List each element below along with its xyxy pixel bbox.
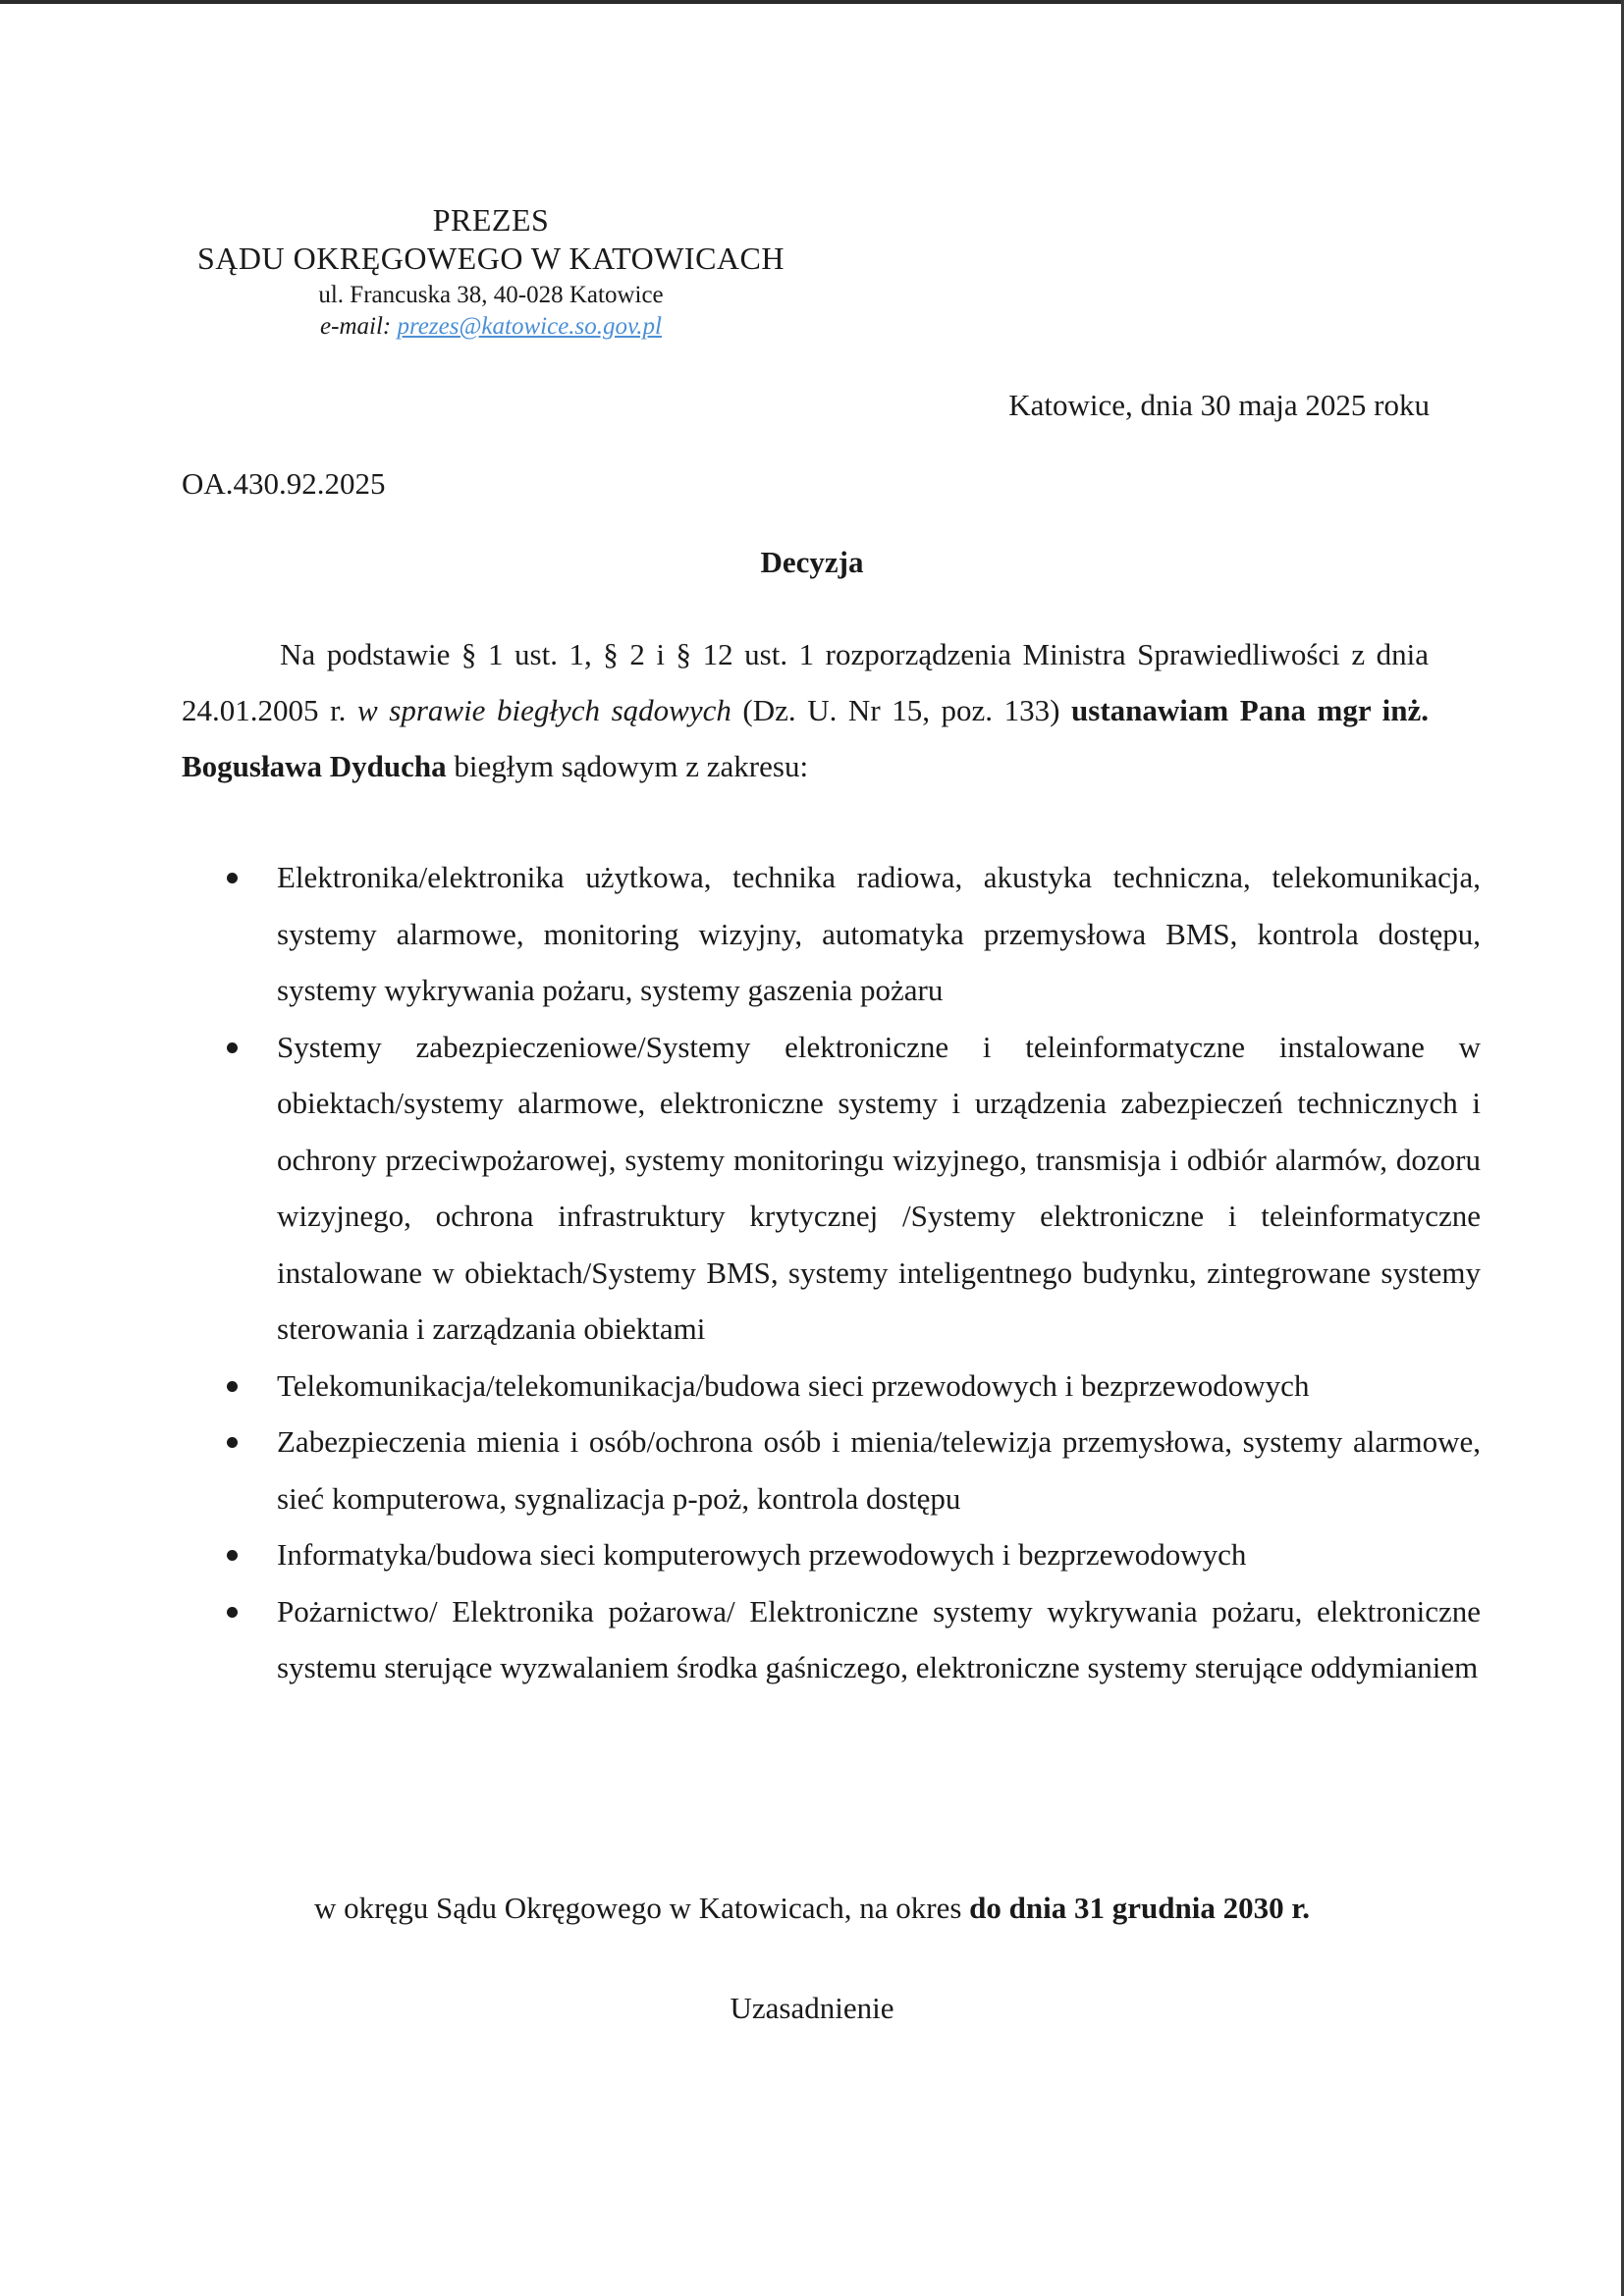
expertise-scope-list (226, 849, 1481, 1696)
closing-statement (0, 1889, 1624, 1928)
bullet-icon (227, 1607, 238, 1618)
date-line: Katowice, dnia 30 maja 2025 roku (1008, 388, 1430, 422)
document-title: Decyzja (760, 545, 864, 579)
appointment-statement: ustanawiam Pana mgr inż. Bogusława Dyducha (182, 693, 1429, 783)
list-item-text: Systemy zabezpieczeniowe/Systemy elektroniczne i teleinformatyczne instalowane w obiektach/systemy alarmowe, elektroniczne systemy i urządzenia zabezpieczeń technicznych i ochrony przeciwpożarowej, systemy monitoringu wizyjnego, transmisja i odbiór alarmów, dozoru wizyjnego, ochrona infrastruktury krytycznej /Systemy elektroniczne i teleinformatyczne instalowane w obiektach/Systemy BMS, systemy inteligentnego budynku, zintegrowane systemy sterowania i zarządzania obiektami (277, 1029, 1481, 1346)
list-item (277, 1019, 1481, 1358)
list-item (277, 1526, 1481, 1583)
letterhead (177, 201, 805, 343)
list-item-text: Zabezpieczenia mienia i osób/ochrona osób i mienia/telewizja przemysłowa, systemy alarmowe, sieć komputerowa, sygnalizacja p-poż, kontrola dostępu (277, 1424, 1481, 1516)
list-item (277, 1358, 1481, 1415)
bullet-icon (227, 1042, 238, 1053)
bullet-icon (227, 1381, 238, 1392)
list-item-text: Informatyka/budowa sieci komputerowych przewodowych i bezprzewodowych (277, 1537, 1247, 1572)
bullet-icon (227, 1437, 238, 1448)
intro-text-part1: Na podstawie § 1 ust. 1, § 2 i § 12 ust. 1 rozporządzenia Ministra Sprawiedliwości z dnia 24.01.2005 r. (182, 637, 1429, 727)
list-item-text: Elektronika/elektronika użytkowa, technika radiowa, akustyka techniczna, telekomunikacja, systemy alarmowe, monitoring wizyjny, automatyka przemysłowa BMS, kontrola dostępu, systemy wykrywania pożaru, systemy gaszenia pożaru (277, 860, 1481, 1007)
closing-text: w okręgu Sądu Okręgowego w Katowicach, na okres (313, 1891, 970, 1925)
intro-text-part2: (Dz. U. Nr 15, poz. 133) (731, 693, 1072, 727)
act-title: w sprawie biegłych sądowych (357, 693, 731, 727)
email-label: e-mail: (320, 313, 392, 340)
list-item (277, 849, 1481, 1019)
scan-border-top (0, 0, 1624, 4)
list-item (277, 1583, 1481, 1696)
intro-paragraph (182, 626, 1429, 794)
email-link[interactable]: prezes@katowice.so.gov.pl (397, 313, 662, 340)
reference-number: OA.430.92.2025 (182, 466, 386, 501)
list-item (277, 1414, 1481, 1526)
letterhead-email-line (177, 311, 805, 343)
justification-heading: Uzasadnienie (730, 1991, 894, 2025)
list-item-text: Telekomunikacja/telekomunikacja/budowa sieci przewodowych i bezprzewodowych (277, 1367, 1310, 1403)
letterhead-address: ul. Francuska 38, 40-028 Katowice (318, 282, 664, 308)
letterhead-title-line1: PREZES (432, 202, 550, 238)
letterhead-title-line2: SĄDU OKRĘGOWEGO W KATOWICACH (197, 240, 785, 276)
bullet-icon (227, 1550, 238, 1561)
intro-text-part3: biegłym sądowym z zakresu: (446, 749, 809, 783)
bullet-icon (227, 873, 238, 883)
term-end-date: do dnia 31 grudnia 2030 r. (969, 1891, 1310, 1925)
list-item-text: Pożarnictwo/ Elektronika pożarowa/ Elektroniczne systemy wykrywania pożaru, elektroniczne systemu sterujące wyzwalaniem środka gaśniczego, elektroniczne systemy sterujące oddymianiem (277, 1593, 1481, 1684)
